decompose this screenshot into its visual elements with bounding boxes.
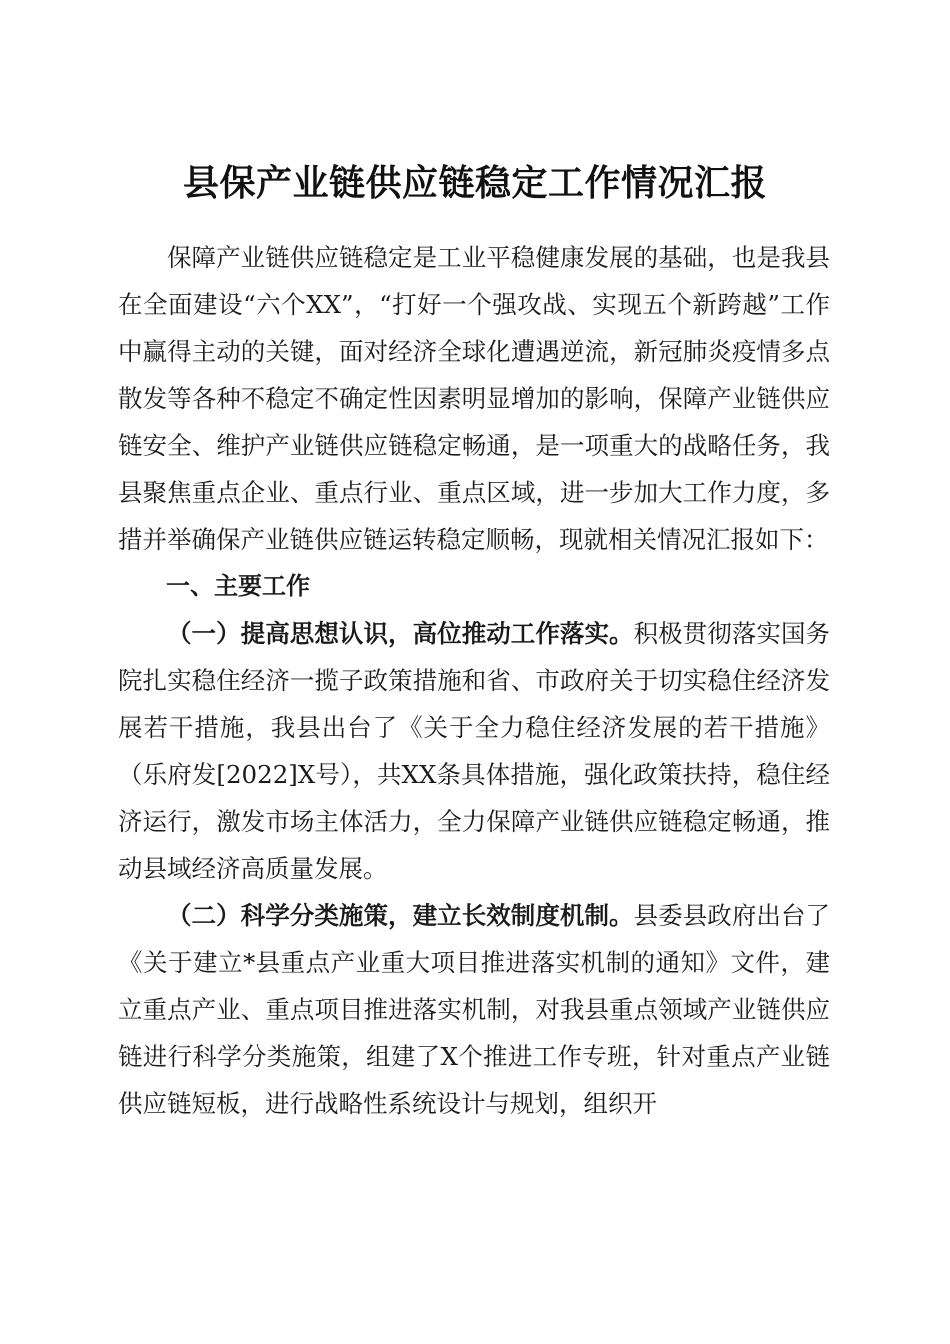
section-heading-main-work: 一、主要工作: [166, 572, 310, 600]
item-2-text: 县委县政府出台了《关于建立*县重点产业重大项目推进落实机制的通知》文件，建立重点产业、重点项目推进落实机制，对我县重点领域产业链供应链进行科学分类施策，组建了X个推进工作专班，针对重点产业链供应链短板，进行战略性系统设计与规划，组织开: [118, 901, 831, 1118]
item-2-lead: （二）科学分类施策，建立长效制度机制。: [167, 901, 634, 930]
document-body: [118, 234, 830, 1127]
intro-paragraph: 保障产业链供应链稳定是工业平稳健康发展的基础，也是我县在全面建设“六个XX”，“打好一个强攻战、实现五个新跨越”工作中赢得主动的关键，面对经济全球化遭遇逆流，新冠肺炎疫情多点散发等各种不稳定不确定性因素明显增加的影响，保障产业链供应链安全、维护产业链供应链稳定畅通，是一项重大的战略任务，我县聚焦重点企业、重点行业、重点区域，进一步加大工作力度，多措并举确保产业链供应链运转稳定顺畅，现就相关情况汇报如下：: [118, 243, 830, 554]
item-1-text: 积极贯彻落实国务院扎实稳住经济一揽子政策措施和省、市政府关于切实稳住经济发展若干措施，我县出台了《关于全力稳住经济发展的若干措施》（乐府发[2022]X号），共XX条具体措施，强化政策扶持，稳住经济运行，激发市场主体活力，全力保障产业链供应链稳定畅通，推动县域经济高质量发展。: [118, 619, 831, 883]
item-1-paragraph: [118, 610, 830, 892]
item-1-lead: （一）提高思想认识，高位推动工作落实。: [167, 619, 634, 648]
item-2-paragraph: [118, 892, 830, 1127]
document-title: 县保产业链供应链稳定工作情况汇报: [182, 162, 767, 205]
